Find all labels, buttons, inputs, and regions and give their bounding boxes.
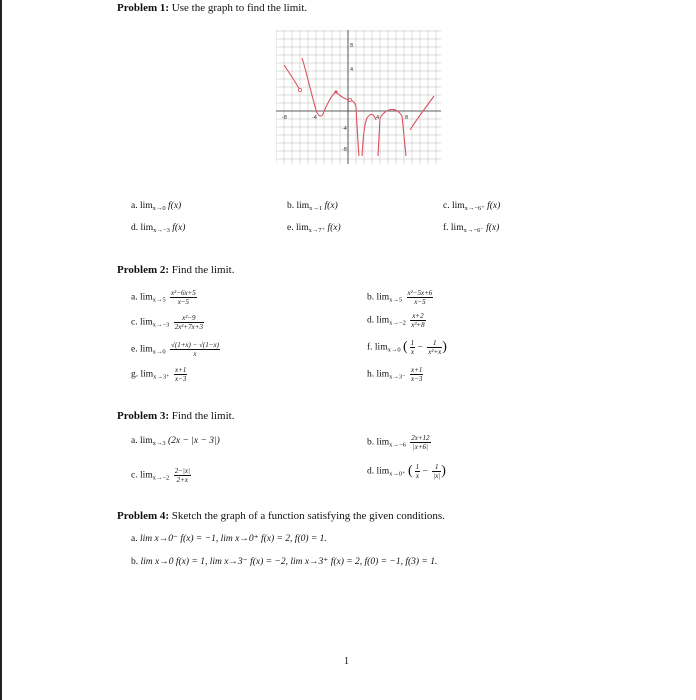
numerator: x²−6x+5 [171, 289, 196, 297]
fraction [174, 366, 187, 383]
closed-point [334, 90, 337, 93]
lim-word: lim [376, 292, 390, 303]
item-label: b. [367, 437, 375, 448]
denominator: |x+6| [412, 443, 428, 451]
p2-item-b [367, 289, 433, 306]
open-paren: ( [407, 463, 413, 479]
item-label: g. [131, 369, 139, 380]
lim-word: lim [139, 292, 153, 303]
item-label: h. [367, 369, 375, 380]
fraction [427, 339, 442, 356]
fraction [174, 314, 204, 331]
problem3-heading [117, 410, 234, 422]
denominator: x−3 [174, 375, 187, 383]
numerator: √(1+x) − √(1−x) [171, 341, 219, 349]
item-label: b. [131, 557, 139, 567]
limit-expression: f(x) [487, 201, 501, 211]
lim-word: lim [295, 223, 309, 233]
limit-expression: (2x − |x − 3|) [168, 436, 220, 446]
lim-subscript: x→0 [152, 348, 166, 356]
denominator: 2+x [176, 476, 188, 484]
numerator: x²−9 [174, 314, 204, 323]
lim-word: lim [139, 317, 153, 328]
y-tick-label: -4 [342, 126, 347, 132]
limit-expression: f(x) [486, 223, 500, 233]
lim-subscript: x→3⁺ [153, 373, 170, 381]
denominator: 2x²+7x+3 [174, 323, 203, 331]
x-tick-label: -8 [282, 115, 287, 121]
fraction [410, 434, 430, 451]
fraction [410, 339, 416, 356]
lim-subscript: x→0 [152, 205, 166, 212]
close-paren: ) [441, 463, 446, 479]
open-paren: ( [402, 339, 408, 355]
function-curve [284, 58, 434, 156]
lim-word: lim [139, 344, 153, 355]
y-tick-label: 4 [350, 67, 354, 73]
lim-word: lim [376, 369, 390, 380]
lim-subscript: x→0⁺ [389, 470, 406, 478]
p1-item-e [287, 223, 341, 234]
p2-item-e [131, 341, 220, 358]
item-label: d. [367, 315, 375, 326]
condition-text: lim x→0 f(x) = 1, lim x→3⁻ f(x) = −2, lim x→3⁺ f(x) = 2, f(0) = −1, f(3) = 1. [140, 557, 438, 567]
limit-expression: f(x) [327, 223, 341, 233]
denominator: x−5 [177, 298, 190, 306]
fraction [407, 289, 434, 306]
minus-sign: − [417, 342, 423, 353]
close-paren: ) [442, 339, 447, 355]
problem1-graph [276, 30, 441, 164]
x-tick-label: -4 [312, 115, 317, 121]
item-label: f. [367, 342, 373, 353]
limit-expression: f(x) [172, 223, 186, 233]
p3-item-d [367, 463, 446, 480]
denominator: x−5 [414, 298, 426, 306]
p1-item-b [287, 201, 338, 212]
denominator: x−3 [410, 375, 423, 383]
item-label: e. [287, 223, 294, 233]
p1-item-d [131, 223, 185, 234]
limit-expression: f(x) [168, 201, 182, 211]
x-tick-label: 8 [405, 115, 409, 121]
lim-subscript: x→5 [389, 296, 403, 304]
open-point [348, 98, 351, 101]
lim-word: lim [374, 342, 388, 353]
problem1-heading [117, 2, 307, 14]
denominator: x [193, 350, 197, 358]
lim-subscript: x→−6⁺ [464, 205, 485, 212]
p2-item-a [131, 289, 197, 306]
item-label: e. [131, 344, 138, 355]
lim-subscript: x→−6⁻ [463, 227, 484, 234]
p2-item-f [367, 339, 447, 356]
numerator: 1 [427, 339, 442, 348]
problem4-number: Problem 4: [117, 510, 170, 522]
lim-subscript: x→−3 [153, 227, 170, 234]
lim-subscript: x→1 [309, 205, 323, 212]
lim-word: lim [376, 315, 390, 326]
lim-word: lim [140, 223, 154, 233]
lim-word: lim [450, 223, 464, 233]
x-tick-label: 4 [376, 115, 380, 121]
curve-right-segment [410, 96, 434, 130]
open-point [298, 88, 301, 91]
lim-word: lim [451, 201, 465, 211]
item-label: b. [367, 292, 375, 303]
item-label: b. [287, 201, 295, 211]
item-label: a. [131, 534, 138, 544]
lim-word: lim [140, 369, 154, 380]
p1-item-c [443, 201, 500, 212]
lim-word: lim [296, 201, 310, 211]
p2-item-h [367, 366, 423, 383]
fraction [432, 463, 441, 480]
problem1-text: Use the graph to find the limit. [171, 2, 308, 14]
p4-item-b [131, 556, 437, 567]
p2-item-g [131, 366, 187, 383]
minus-sign: − [422, 466, 428, 477]
lim-word: lim [139, 201, 153, 211]
problem2-heading [117, 264, 234, 276]
numerator: 2−|x| [174, 467, 190, 475]
denominator: |x| [433, 472, 441, 480]
lim-subscript: x→−2 [389, 319, 406, 327]
item-label: a. [131, 436, 138, 446]
fraction [410, 366, 423, 383]
fraction [410, 312, 425, 329]
problem2-text: Find the limit. [171, 264, 235, 276]
denominator: x [415, 472, 419, 480]
p2-item-d [367, 312, 426, 329]
item-label: c. [131, 317, 138, 328]
problem2-number: Problem 2: [117, 264, 170, 276]
problem4-heading [117, 510, 445, 522]
numerator: 1 [432, 463, 441, 472]
lim-word: lim [139, 470, 153, 481]
lim-subscript: x→3⁻ [389, 373, 406, 381]
p3-item-b [367, 434, 431, 451]
lim-subscript: x→−6 [389, 441, 406, 449]
numerator: x+1 [410, 366, 423, 374]
limit-expression: f(x) [324, 201, 338, 211]
fraction [170, 341, 220, 358]
lim-subscript: x→3 [152, 440, 166, 447]
problem1-number: Problem 1: [117, 2, 170, 14]
curve-middle-segment [336, 92, 359, 156]
curve-arch-segment [378, 109, 409, 156]
lim-subscript: x→−2 [152, 474, 170, 482]
numerator: x²−5x+6 [407, 289, 433, 297]
page-edge-shadow [0, 0, 2, 700]
p2-item-c [131, 314, 204, 331]
denominator: x³+8 [411, 321, 425, 329]
lim-subscript: x→−3 [152, 321, 170, 329]
problem3-number: Problem 3: [117, 410, 170, 422]
fraction [170, 289, 197, 306]
p3-item-c [131, 467, 191, 484]
p1-item-a [131, 201, 181, 212]
fraction [174, 467, 191, 484]
p4-item-a [131, 533, 327, 544]
item-label: c. [131, 470, 138, 481]
page-number: 1 [344, 656, 349, 667]
item-label: a. [131, 201, 138, 211]
lim-word: lim [376, 466, 390, 477]
p3-item-a [131, 436, 220, 447]
numerator: 2x+12 [411, 434, 430, 442]
problem3-text: Find the limit. [171, 410, 235, 422]
numerator: x+1 [174, 366, 187, 374]
item-label: d. [131, 223, 139, 233]
item-label: c. [443, 201, 450, 211]
condition-text: lim x→0⁻ f(x) = −1, lim x→0⁺ f(x) = 2, f(0) = 1. [139, 534, 327, 544]
item-label: a. [131, 292, 138, 303]
denominator: x [410, 348, 414, 356]
item-label: f. [443, 223, 449, 233]
problem4-text: Sketch the graph of a function satisfying the given conditions. [171, 510, 445, 522]
numerator: 1 [410, 339, 415, 347]
y-tick-label: -8 [342, 147, 347, 153]
p1-item-f [443, 223, 499, 234]
fraction [415, 463, 421, 480]
numerator: 1 [415, 463, 420, 471]
item-label: d. [367, 466, 375, 477]
denominator: x²+x [428, 348, 442, 356]
lim-word: lim [139, 436, 153, 446]
y-tick-label: 8 [350, 43, 354, 49]
lim-subscript: x→0 [387, 346, 401, 354]
lim-subscript: x→7⁺ [308, 227, 326, 234]
numerator: x+2 [410, 312, 425, 321]
lim-word: lim [376, 437, 390, 448]
lim-subscript: x→5 [152, 296, 166, 304]
